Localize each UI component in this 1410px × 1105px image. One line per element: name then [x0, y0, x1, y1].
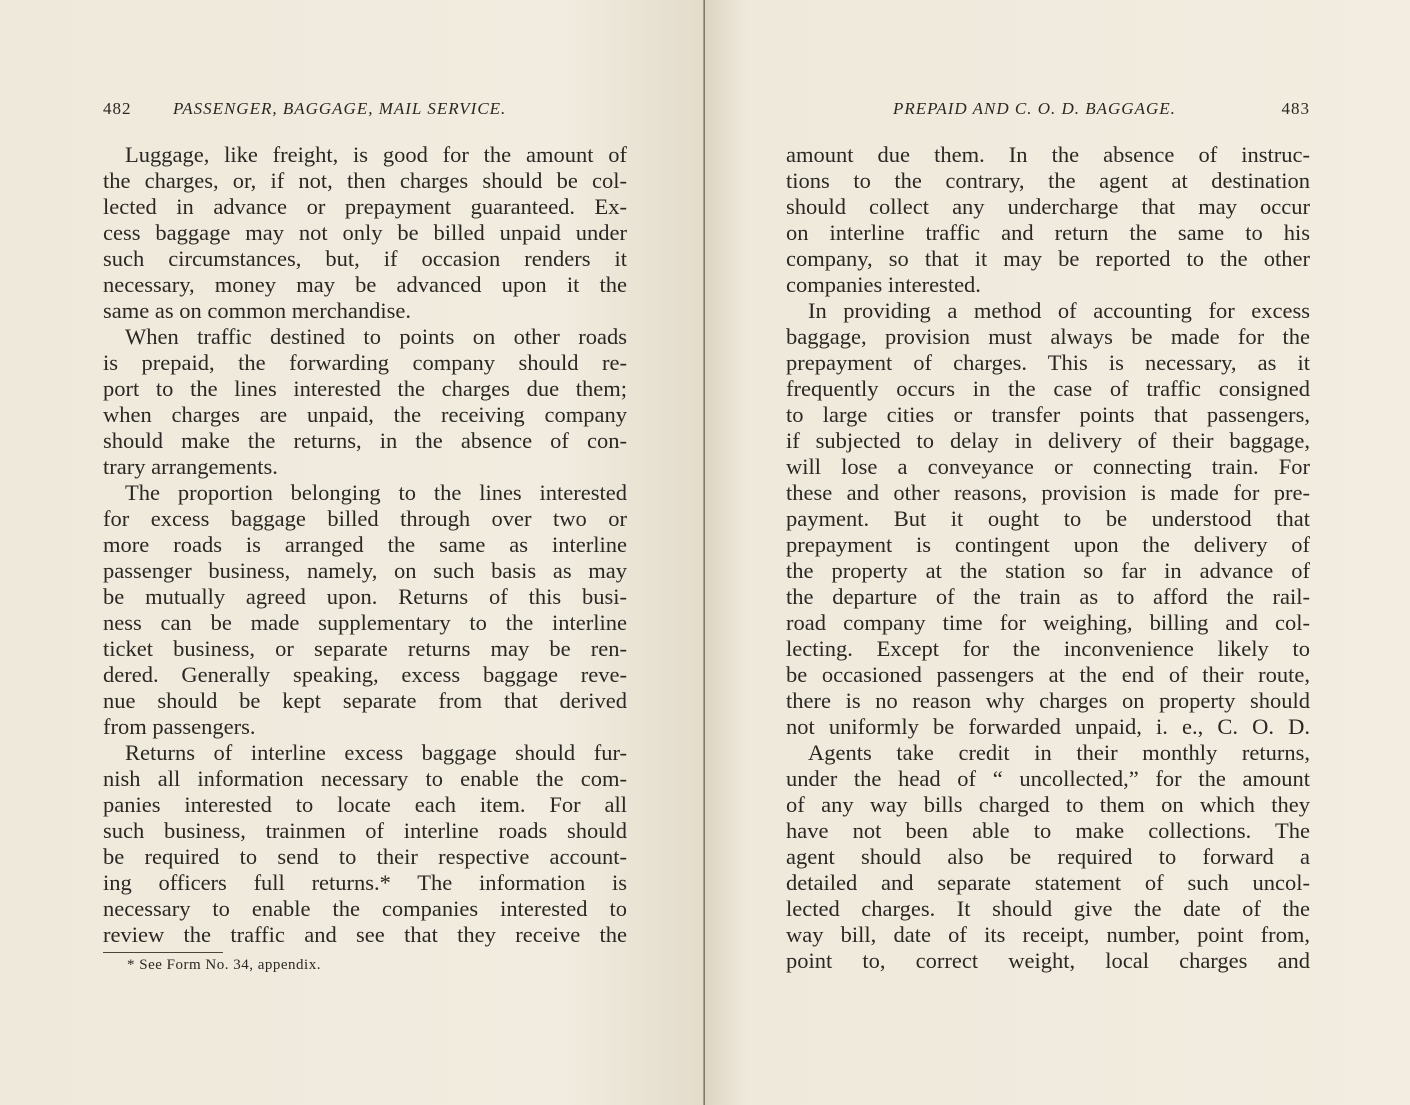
footnote: * See Form No. 34, appendix.: [127, 957, 321, 973]
text-line: be occasioned passengers at the end of their route,: [786, 662, 1310, 687]
text-line: amount due them. In the absence of instruc-: [786, 142, 1310, 167]
text-line: point to, correct weight, local charges and: [786, 948, 1310, 973]
text-line: of any way bills charged to them on which they: [786, 792, 1310, 817]
text-line: way bill, date of its receipt, number, point from,: [786, 922, 1310, 947]
left-running-head: [103, 99, 627, 125]
text-line: not uniformly be forwarded unpaid, i. e., C. O. D.: [786, 714, 1310, 739]
text-line: nue should be kept separate from that derived: [103, 688, 627, 713]
text-line: from passengers.: [103, 714, 256, 739]
text-line: should make the returns, in the absence of con-: [103, 428, 627, 453]
text-line: port to the lines interested the charges due them;: [103, 376, 627, 401]
text-line: panies interested to locate each item. For all: [103, 792, 627, 817]
text-line: tions to the contrary, the agent at destination: [786, 168, 1310, 193]
text-line: passenger business, namely, on such basis as may: [103, 558, 627, 583]
page-number: 482: [103, 99, 132, 118]
text-line: In providing a method of accounting for excess: [808, 298, 1310, 323]
text-line: agent should also be required to forward a: [786, 844, 1310, 869]
text-line: Luggage, like freight, is good for the amount of: [125, 142, 627, 167]
text-line: is prepaid, the forwarding company should re-: [103, 350, 627, 375]
text-line: The proportion belonging to the lines interested: [125, 480, 627, 505]
text-line: necessary to enable the companies interested to: [103, 896, 627, 921]
text-line: the departure of the train as to afford the rail-: [786, 584, 1310, 609]
right-page: [705, 0, 1410, 1105]
text-line: frequently occurs in the case of traffic consigned: [786, 376, 1310, 401]
text-line: dered. Generally speaking, excess baggage reve-: [103, 662, 627, 687]
text-line: more roads is arranged the same as interline: [103, 532, 627, 557]
text-line: the charges, or, if not, then charges should be col-: [103, 168, 627, 193]
right-running-head: [786, 99, 1310, 125]
text-line: will lose a conveyance or connecting train. For: [786, 454, 1310, 479]
text-line: review the traffic and see that they receive the: [103, 922, 627, 947]
text-line: cess baggage may not only be billed unpaid under: [103, 220, 627, 245]
text-line: nish all information necessary to enable the com-: [103, 766, 627, 791]
text-line: detailed and separate statement of such uncol-: [786, 870, 1310, 895]
text-line: necessary, money may be advanced upon it the: [103, 272, 627, 297]
text-line: lected in advance or prepayment guaranteed. Ex-: [103, 194, 627, 219]
text-line: trary arrangements.: [103, 454, 278, 479]
text-line: ticket business, or separate returns may be ren-: [103, 636, 627, 661]
text-line: these and other reasons, provision is made for pre-: [786, 480, 1310, 505]
text-line: for excess baggage billed through over two or: [103, 506, 627, 531]
text-line: payment. But it ought to be understood that: [786, 506, 1310, 531]
text-line: on interline traffic and return the same to his: [786, 220, 1310, 245]
running-title: PASSENGER, BAGGAGE, MAIL SERVICE.: [173, 99, 507, 118]
page-number: 483: [1281, 99, 1310, 118]
text-line: prepayment is contingent upon the delivery of: [786, 532, 1310, 557]
text-line: ness can be made supplementary to the interline: [103, 610, 627, 635]
text-line: lecting. Except for the inconvenience likely to: [786, 636, 1310, 661]
footnote-rule: [103, 952, 223, 953]
text-line: under the head of “ uncollected,” for the amount: [786, 766, 1310, 791]
left-body-text: [103, 142, 627, 948]
text-line: such business, trainmen of interline roads should: [103, 818, 627, 843]
text-line: be mutually agreed upon. Returns of this busi-: [103, 584, 627, 609]
text-line: there is no reason why charges on property should: [786, 688, 1310, 713]
text-line: be required to send to their respective account-: [103, 844, 627, 869]
text-line: such circumstances, but, if occasion renders it: [103, 246, 627, 271]
text-line: same as on common merchandise.: [103, 298, 412, 323]
text-line: the property at the station so far in advance of: [786, 558, 1310, 583]
text-line: When traffic destined to points on other roads: [125, 324, 627, 349]
text-line: baggage, provision must always be made for the: [786, 324, 1310, 349]
text-line: road company time for weighing, billing and col-: [786, 610, 1310, 635]
text-line: Returns of interline excess baggage should fur-: [125, 740, 627, 765]
text-line: to large cities or transfer points that passengers,: [786, 402, 1310, 427]
text-line: lected charges. It should give the date of the: [786, 896, 1310, 921]
text-line: company, so that it may be reported to the other: [786, 246, 1310, 271]
text-line: ing officers full returns.* The information is: [103, 870, 627, 895]
running-title: PREPAID AND C. O. D. BAGGAGE.: [893, 99, 1176, 118]
text-line: companies interested.: [786, 272, 981, 297]
text-line: have not been able to make collections. The: [786, 818, 1310, 843]
right-body-text: [786, 142, 1310, 974]
text-line: if subjected to delay in delivery of their baggage,: [786, 428, 1310, 453]
text-line: prepayment of charges. This is necessary, as it: [786, 350, 1310, 375]
text-line: when charges are unpaid, the receiving company: [103, 402, 627, 427]
text-line: Agents take credit in their monthly returns,: [808, 740, 1310, 765]
text-line: should collect any undercharge that may occur: [786, 194, 1310, 219]
